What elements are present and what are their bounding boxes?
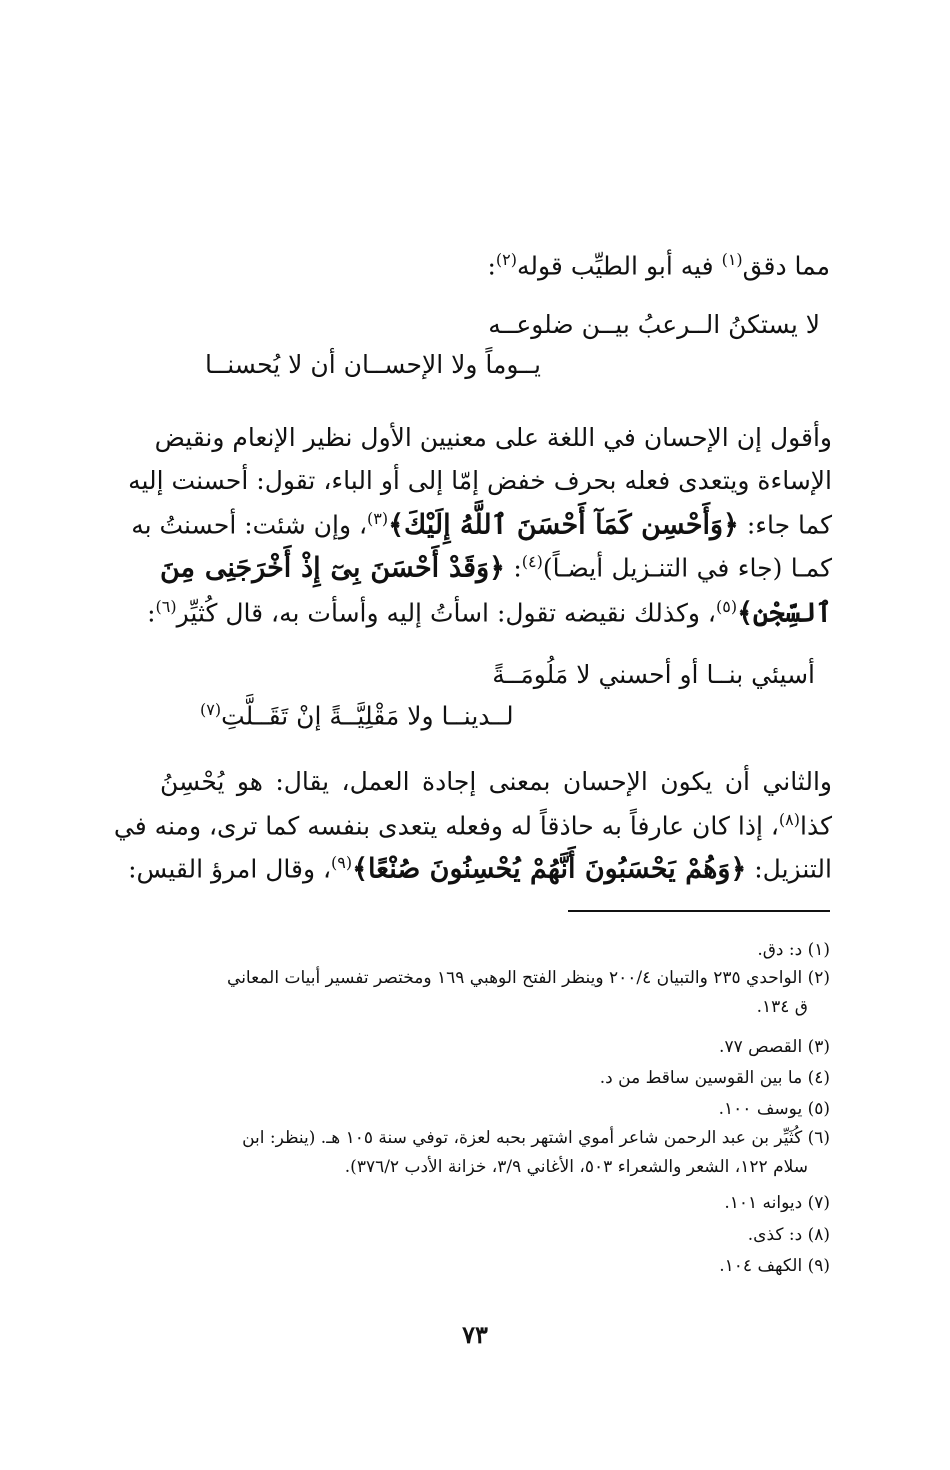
footnote: (٧) ديوانه ١٠١. xyxy=(724,1193,830,1213)
paragraph-line xyxy=(147,597,832,629)
line-text: كمـا (جاء في التنـزيل أيضـاً) xyxy=(542,553,832,583)
quran-verse: ٱلسِّجْنِ﴾ xyxy=(737,597,832,629)
line-text: ، إذا كان عارفاً به حاذقاً له وفعله يتعدى بنفسه كما ترى، ومنه في xyxy=(113,811,779,841)
footnote-ref: (٦) xyxy=(155,597,177,616)
footnote-ref: (٩) xyxy=(331,853,353,872)
footnote-ref: (٢) xyxy=(495,250,517,269)
footnote-ref: (٣) xyxy=(367,509,389,528)
paragraph-line: والثاني أن يكون الإحسان بمعنى إجادة العمل، يقال: هو يُحْسِنُ xyxy=(160,767,832,796)
paragraph-line xyxy=(160,552,832,583)
intro-line xyxy=(487,250,830,280)
line-text: ، وكذلك نقيضه تقول: اسأتُ إليه وأسأت به، قال كُثيِّر xyxy=(176,598,716,628)
footnote: سلام ١٢٢، الشعر والشعراء ٥٠٣، الأغاني ٣/٩، خزانة الأدب ٣٧٦/٢). xyxy=(344,1157,808,1177)
footnote-ref: (٤) xyxy=(521,552,543,571)
paragraph-line: وأقول إن الإحسان في اللغة على معنيين الأول نظير الإنعام ونقيض xyxy=(154,423,832,452)
intro-text: فيه أبو الطيِّب قوله xyxy=(517,251,722,281)
verse-hemistich: أسيئي بنــا أو أحسني لا مَلُومَــةً xyxy=(492,660,815,689)
footnote: (٢) الواحدي ٢٣٥ والتبيان ٢٠٠/٤ وينظر الفتح الوهبي ١٦٩ ومختصر تفسير أبيات المعاني xyxy=(227,968,830,988)
footnote: (٣) القصص ٧٧. xyxy=(719,1037,830,1057)
footnote-ref: (٨) xyxy=(778,810,801,829)
footnote: (٤) ما بين القوسين ساقط من د. xyxy=(599,1068,830,1088)
footnote: (٩) الكهف ١٠٤. xyxy=(719,1256,830,1276)
line-text: : xyxy=(147,598,156,628)
line-text: كذا xyxy=(800,811,832,841)
page-number: ٧٣ xyxy=(462,1320,488,1349)
footnote-ref: (٧) xyxy=(200,700,222,719)
verse-hemistich: يــوماً ولا الإحســان أن لا يُحسنــا xyxy=(205,350,541,379)
paragraph-line: الإساءة ويتعدى فعله بحرف خفض إمّا إلى أو الباء، تقول: أحسنت إليه xyxy=(128,466,832,495)
intro-text: مما دقق xyxy=(742,251,830,281)
paragraph-line xyxy=(131,509,832,541)
footnote: (٨) د: كذى. xyxy=(747,1225,830,1245)
paragraph-line xyxy=(113,810,832,841)
intro-text: : xyxy=(487,251,496,281)
line-text: : xyxy=(504,553,522,583)
line-text: كما جاء: xyxy=(738,510,832,540)
verse-hemistich: لا يستكنُ الــرعبُ بيــن ضلوعــه xyxy=(488,310,820,339)
footnote: ق ١٣٤. xyxy=(756,997,808,1017)
quran-verse: ﴿وَأَحْسِن كَمَآ أَحْسَنَ ٱللَّهُ إِلَيْكَ﴾ xyxy=(388,509,739,541)
footnote: (٥) يوسف ١٠٠. xyxy=(718,1099,830,1119)
footnote: (١) د: دق. xyxy=(757,940,830,960)
quran-verse: ﴿وَهُمْ يَحْسَبُونَ أَنَّهُمْ يُحْسِنُونَ صُنْعًا﴾ xyxy=(352,853,747,885)
footnote-ref: (٥) xyxy=(715,597,738,616)
quran-verse: ﴿وَقَدْ أَحْسَنَ بِىٓ إِذْ أَخْرَجَنِى مِنَ xyxy=(160,552,505,584)
verse-hemistich xyxy=(200,700,514,730)
footnote-ref: (١) xyxy=(721,250,743,269)
footnote-separator xyxy=(568,910,830,912)
line-text: ، وقال امرؤ القيس: xyxy=(128,854,332,884)
paragraph-line xyxy=(128,853,832,885)
footnote: (٦) كُثَيِّر بن عبد الرحمن شاعر أموي اشتهر بحبه لعزة، توفي سنة ١٠٥ هـ. (ينظر: ابن xyxy=(242,1128,830,1148)
line-text: التنزيل: xyxy=(746,854,832,884)
line-text: ، وإن شئت: أحسنتُ به xyxy=(131,510,368,540)
hemistich-text: لــدينــا ولا مَقْلِيَّــةً إنْ تَقَــلَّتِ xyxy=(221,701,514,731)
